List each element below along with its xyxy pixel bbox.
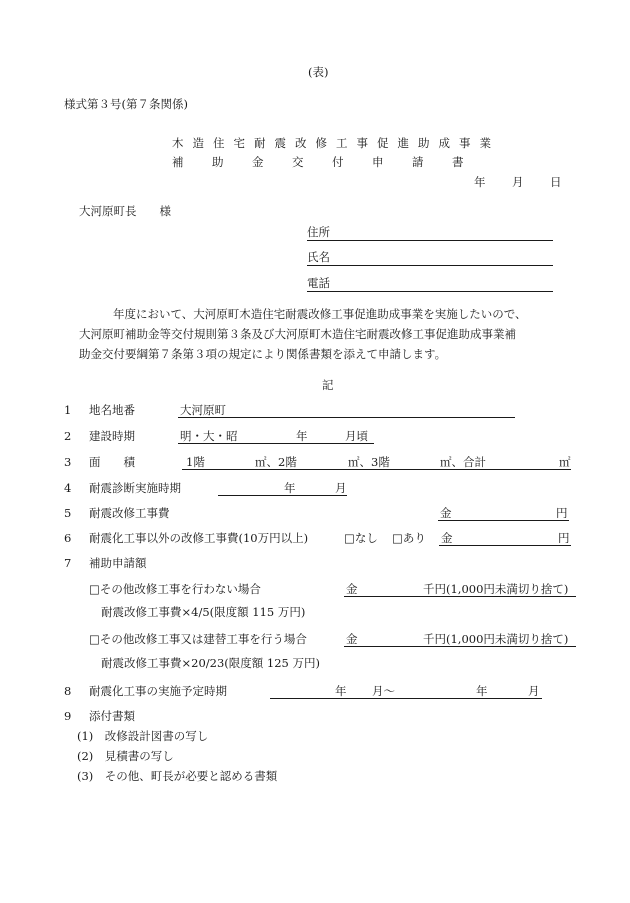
side-label: (表) <box>308 65 329 79</box>
body-line-2: 大河原町補助金等交付規則第３条及び大河原町木造住宅耐震改修工事促進助成事業補 <box>79 327 516 341</box>
body-line-3: 助金交付要綱第７条第３項の規定により関係書類を添えて申請します。 <box>79 347 447 361</box>
construction-date-field[interactable] <box>178 443 374 444</box>
floor-2-label: ㎡、2階 <box>255 455 297 469</box>
body-line-1: 年度において、大河原町木造住宅耐震改修工事促進助成事業を実施したいので、 <box>113 307 527 321</box>
date-month: 月 <box>512 175 524 189</box>
diagnosis-date-field[interactable] <box>218 495 347 496</box>
title-char: 請 <box>412 155 424 169</box>
attachment-item: (2) 見積書の写し <box>77 749 174 763</box>
option-none-checkbox[interactable]: □なし <box>344 531 378 545</box>
date-day: 日 <box>550 175 562 189</box>
name-field[interactable] <box>307 265 553 266</box>
start-year: 年 <box>335 684 347 698</box>
title-char: 交 <box>292 155 304 169</box>
item-label: 耐震改修工事費 <box>89 506 170 520</box>
unit-label: 千円(1,000円未満切り捨て) <box>423 632 569 646</box>
phone-field[interactable] <box>307 291 553 292</box>
item-label: 耐震化工事の実施予定時期 <box>89 684 227 698</box>
ki-heading: 記 <box>322 378 334 392</box>
unit-label: 千円(1,000円未満切り捨て) <box>423 582 569 596</box>
case-a-checkbox[interactable]: □その他改修工事を行わない場合 <box>89 582 261 596</box>
item-number: 8 <box>64 684 72 698</box>
title-char: 助 <box>212 155 224 169</box>
title-char: 補 <box>172 155 184 169</box>
renovation-cost-field[interactable] <box>438 520 569 521</box>
item-label: 耐震化工事以外の改修工事費(10万円以上) <box>89 531 309 545</box>
address-label: 住所 <box>307 225 330 239</box>
phone-label: 電話 <box>307 276 330 290</box>
diagnosis-month: 月 <box>335 481 347 495</box>
title-char: 付 <box>332 155 344 169</box>
case-a-amount-field[interactable] <box>344 596 576 597</box>
location-field[interactable] <box>178 417 515 418</box>
end-month: 月 <box>528 684 540 698</box>
name-label: 氏名 <box>307 250 330 264</box>
item-label: 耐震診断実施時期 <box>89 481 181 495</box>
other-cost-field[interactable] <box>439 545 571 546</box>
item-number: 1 <box>64 403 72 417</box>
area-field[interactable] <box>182 469 571 470</box>
case-a-note: 耐震改修工事費×4/5(限度額 115 万円) <box>101 605 306 619</box>
schedule-field[interactable] <box>270 698 542 699</box>
date-year: 年 <box>474 175 486 189</box>
yen-label: 円 <box>558 531 570 545</box>
attachment-item: (1) 改修設計図書の写し <box>77 729 209 743</box>
start-month: 月～ <box>372 684 395 698</box>
item-label: 添付書類 <box>89 709 135 723</box>
kin-label: 金 <box>346 632 358 646</box>
item-number: 4 <box>64 481 72 495</box>
total-label: ㎡、合計 <box>440 455 486 469</box>
construction-year: 年 <box>296 429 308 443</box>
item-number: 5 <box>64 506 72 520</box>
option-yes-checkbox[interactable]: □あり <box>392 531 426 545</box>
case-b-amount-field[interactable] <box>344 646 576 647</box>
yen-label: 円 <box>556 506 568 520</box>
diagnosis-year: 年 <box>284 481 296 495</box>
attachment-item: (3) その他、町長が必要と認める書類 <box>77 769 278 783</box>
kin-label: 金 <box>346 582 358 596</box>
title-char: 申 <box>372 155 384 169</box>
item-number: 3 <box>64 455 72 469</box>
item-number: 6 <box>64 531 72 545</box>
floor-1-label: 1階 <box>186 455 205 469</box>
location-value: 大河原町 <box>180 403 226 417</box>
title-line-1: 木造住宅耐震改修工事促進助成事業 <box>172 136 500 150</box>
floor-3-label: ㎡、3階 <box>348 455 390 469</box>
item-label: 建設時期 <box>89 429 135 443</box>
address-field[interactable] <box>307 240 553 241</box>
addressee: 大河原町長 様 <box>79 204 171 218</box>
title-char: 金 <box>252 155 264 169</box>
item-label: 面 積 <box>89 455 135 469</box>
item-number: 9 <box>64 709 72 723</box>
end-year: 年 <box>476 684 488 698</box>
case-b-note: 耐震改修工事費×20/23(限度額 125 万円) <box>101 656 321 670</box>
construction-month: 月頃 <box>345 429 368 443</box>
kin-label: 金 <box>441 531 453 545</box>
item-number: 7 <box>64 556 72 570</box>
title-char: 書 <box>452 155 464 169</box>
area-unit: ㎡ <box>559 455 571 469</box>
item-number: 2 <box>64 429 72 443</box>
kin-label: 金 <box>440 506 452 520</box>
item-label: 補助申請額 <box>89 556 147 570</box>
case-b-checkbox[interactable]: □その他改修工事又は建替工事を行う場合 <box>89 632 307 646</box>
form-number: 様式第３号(第７条関係) <box>64 97 188 111</box>
era-options[interactable]: 明・大・昭 <box>180 429 238 443</box>
item-label: 地名地番 <box>89 403 135 417</box>
